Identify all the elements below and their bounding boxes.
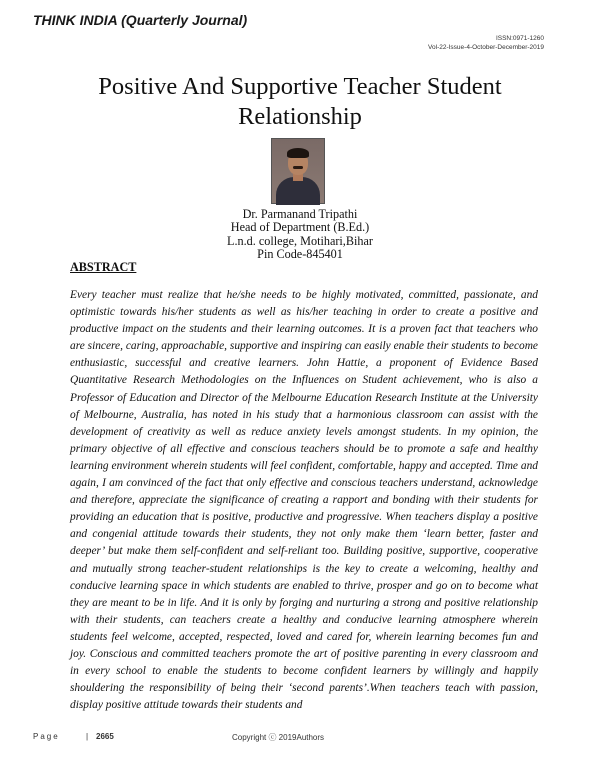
paper-title: Positive And Supportive Teacher Student Relationship: [98, 73, 502, 130]
author-name: Dr. Parmanand Tripathi: [242, 207, 358, 221]
page-separator: |: [86, 732, 89, 741]
page-number: 2665: [96, 732, 114, 741]
volume-issue: Vol-22-Issue-4-October-December-2019: [428, 44, 544, 51]
page-label: Page: [33, 732, 60, 741]
author-photo: [271, 138, 325, 204]
issn: ISSN:0971-1260: [495, 35, 544, 42]
copyright: Copyright ⓒ 2019Authors: [232, 733, 325, 742]
author-institution: L.n.d. college, Motihari,Bihar: [227, 233, 373, 248]
author-block: [150, 208, 450, 261]
author-pin: Pin Code-845401: [257, 246, 343, 261]
journal-meta: [428, 34, 544, 52]
abstract-text: Every teacher must realize that he/she needs to be highly motivated, committed, passionate, and optimistic towards his/her students as well as his/her teaching in order to create a positive and productive impact on the students and their learning outcomes. It is a proven fact that teachers who are sincere, caring, approachable, supportive and inspiring can easily enable their students to become enthusiastic, successful and creative learners. John Hattie, a proponent of Evidence Based Quantitative Research Methodologies on the Influences on Student achievement, who is also a Professor of Education and Director of the Melbourne Education Research Institute at the University of Melbourne, Australia, has noted in his study that a harmonious classroom can assist with the development of creativity as well as reduce anxiety levels amongst students. In my opinion, the primary objective of all effective and conscious teachers should be to promote a safe and healthy learning environment wherein students will feel confident, comfortable, happy and accepted. Time and again, I am convinced of the fact that only effective and conscious teachers understand, acknowledge and therefore, appreciate the significance of creating a rapport and bonding with their students for providing an education that is positive, productive and progressive. When teachers display a positive and congenial attitude towards their students, they not only make them ‘learn better, faster and deeper’ but make them self-confident and self-reliant too. Building positive, supportive, cooperative and mutually strong teacher-student relationships is the key to create a welcoming, healthy and conducive learning space in which students are enabled to thrive, prosper and go on to become what they are meant to be in life. And it is only by forging and nurturing a strong and positive relationship with their students, can teachers create a healthy and conducive learning atmosphere wherein students feel welcome, accepted, respected, loved and cared for, wherein learning becomes fun and joy. Conscious and committed teachers promote the art of positive parenting in every classroom and in every school to enable the students to become confident learners by willingly and happily shouldering the responsibility of being their ‘second parents’.When teachers teach with passion, display positive attitude towards their students and: [70, 289, 538, 712]
author-position: Head of Department (B.Ed.): [230, 220, 370, 235]
abstract-heading: ABSTRACT: [70, 260, 137, 274]
journal-name: THINK INDIA (Quarterly Journal): [33, 12, 248, 28]
